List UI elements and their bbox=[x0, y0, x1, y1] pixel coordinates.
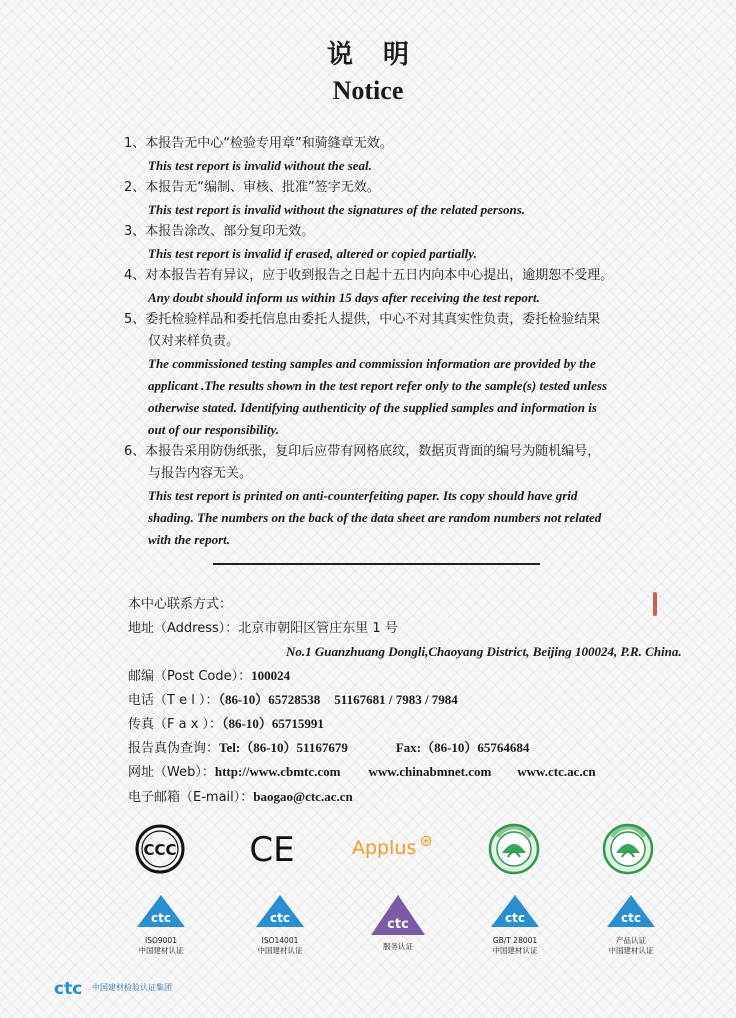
cert-iso9001 bbox=[130, 893, 192, 955]
verify-fax: Fax:（86-10）65764684 bbox=[395, 740, 530, 756]
fax-label: 传真（F a x ）： bbox=[128, 717, 223, 733]
applus-logo bbox=[352, 832, 436, 862]
red-ink-mark bbox=[653, 592, 657, 616]
cert-code: 产品认证 bbox=[616, 936, 646, 945]
verify-label: 报告真伪查询： bbox=[128, 741, 220, 757]
notice-5-cn-line-1: 5、委托检验样品和委托信息由委托人提供，中心不对其真实性负责，委托检验结果 bbox=[124, 312, 601, 327]
email-label: 电子邮箱（E-mail）： bbox=[128, 789, 254, 805]
email-value[interactable]: baogao@ctc.ac.cn bbox=[253, 788, 353, 804]
notice-item-5 bbox=[124, 309, 669, 441]
notice-item-2 bbox=[124, 177, 669, 221]
green-seal-logo-2 bbox=[602, 823, 654, 875]
tel-label: 电话（T e l ）： bbox=[128, 692, 219, 708]
notice-1-en: This test report is invalid without the seal. bbox=[148, 158, 372, 173]
postcode-label: 邮编（Post Code）： bbox=[128, 668, 252, 684]
postcode-value: 100024 bbox=[251, 667, 291, 683]
tel-value: （86-10）65728538 bbox=[218, 691, 321, 707]
web-label: 网址（Web）： bbox=[128, 765, 215, 781]
notice-6-en-line-3: with the report. bbox=[148, 532, 230, 547]
contact-heading: 本中心联系方式： bbox=[128, 597, 233, 612]
ce-logo-text: CE bbox=[249, 830, 295, 870]
cert-product bbox=[600, 893, 662, 955]
notice-6-cn-line-1: 6、本报告采用防伪纸张，复印后应带有网格底纹，数据页背面的编号为随机编号， bbox=[124, 444, 601, 459]
notice-5-cn-line-2: 仅对来样负责。 bbox=[148, 334, 240, 349]
web-link-1[interactable]: http://www.cbmtc.com bbox=[214, 764, 341, 780]
cert-code: GB/T 28001 bbox=[492, 936, 538, 945]
notice-item-3 bbox=[124, 221, 669, 265]
notice-3-en: This test report is invalid if erased, altered or copied partially. bbox=[148, 246, 477, 261]
cert-code: ISO9001 bbox=[145, 936, 177, 945]
notice-5-en-line-1: The commissioned testing samples and commission information are provided by the bbox=[148, 356, 596, 371]
notice-list bbox=[124, 133, 669, 551]
notice-1-cn: 1、本报告无中心“检验专用章”和骑缝章无效。 bbox=[124, 136, 393, 151]
web-link-2[interactable]: www.chinabmnet.com bbox=[368, 764, 492, 780]
cert-name: 中国建材认证 bbox=[492, 946, 538, 955]
cert-name: 中国建材认证 bbox=[257, 946, 303, 955]
notice-2-cn: 2、本报告无“编制、审核、批准”签字无效。 bbox=[124, 180, 380, 195]
address-label: 地址（Address）： bbox=[128, 621, 239, 637]
notice-4-cn: 4、对本报告若有异议，应于收到报告之日起十五日内向本中心提出，逾期恕不受理。 bbox=[124, 268, 614, 283]
notice-5-en-line-3: otherwise stated. Identifying authenticity of the supplied samples and information is bbox=[148, 400, 597, 415]
cert-name: 中国建材认证 bbox=[138, 946, 184, 955]
applus-logo-text: Applus bbox=[352, 837, 417, 859]
address-cn: 北京市朝阳区管庄东里 1 号 bbox=[238, 621, 398, 637]
cert-service bbox=[367, 893, 429, 955]
ctc-mark: ctc bbox=[270, 911, 290, 925]
page-title-en: Notice bbox=[332, 76, 404, 105]
notice-6-cn-line-2: 与报告内容无关。 bbox=[148, 466, 253, 481]
cert-name: 中国建材认证 bbox=[608, 946, 654, 955]
cert-iso14001 bbox=[249, 893, 311, 955]
notice-item-6 bbox=[124, 441, 669, 551]
cert-gbt28001 bbox=[482, 893, 548, 955]
ccc-logo-text: CCC bbox=[143, 841, 177, 859]
notice-item-1 bbox=[124, 133, 669, 177]
tel-extra: 51167681 / 7983 / 7984 bbox=[334, 691, 458, 707]
contact-section bbox=[128, 592, 688, 809]
ctc-mark: ctc bbox=[387, 917, 409, 932]
address-en: No.1 Guanzhuang Dongli,Chaoyang District, Beijing 100024, P.R. China. bbox=[286, 644, 682, 660]
ce-logo bbox=[247, 827, 297, 871]
footer-ctc-logo: ctc bbox=[54, 979, 83, 998]
cert-name: 服务认证 bbox=[383, 942, 413, 951]
notice-6-en-line-1: This test report is printed on anti-counterfeiting paper. Its copy should have grid bbox=[148, 488, 578, 503]
notice-5-en-line-2: applicant .The results shown in the test report refer only to the sample(s) tested unless bbox=[148, 378, 607, 393]
ctc-mark: ctc bbox=[151, 911, 171, 925]
section-divider bbox=[213, 563, 540, 565]
footer-brand bbox=[54, 978, 214, 998]
footer-org-name: 中国建材检验认证集团 bbox=[92, 983, 172, 992]
notice-5-en-line-4: out of our responsibility. bbox=[148, 422, 279, 437]
page-title-cn: 说明 bbox=[326, 40, 439, 70]
green-seal-logo-1 bbox=[488, 823, 540, 875]
cert-code: ISO14001 bbox=[261, 936, 299, 945]
ctc-mark: ctc bbox=[621, 911, 641, 925]
notice-3-cn: 3、本报告涂改、部分复印无效。 bbox=[124, 224, 315, 239]
ccc-logo bbox=[134, 823, 186, 875]
notice-6-en-line-2: shading. The numbers on the back of the data sheet are random numbers not related bbox=[148, 510, 602, 525]
fax-value: （86-10）65715991 bbox=[222, 716, 324, 732]
web-link-3[interactable]: www.ctc.ac.cn bbox=[517, 764, 596, 780]
verify-tel: Tel:（86-10）51167679 bbox=[219, 740, 348, 756]
ctc-mark: ctc bbox=[505, 911, 525, 925]
notice-item-4 bbox=[124, 265, 669, 309]
notice-2-en: This test report is invalid without the signatures of the related persons. bbox=[148, 202, 526, 217]
notice-4-en: Any doubt should inform us within 15 days after receiving the test report. bbox=[148, 290, 540, 305]
